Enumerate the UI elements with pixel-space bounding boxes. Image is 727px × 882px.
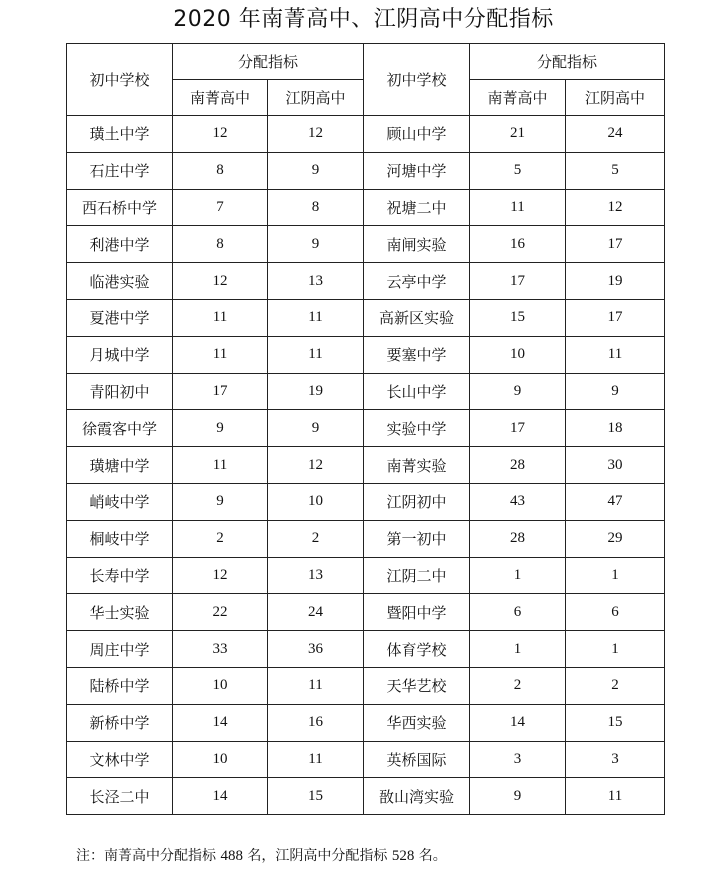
left-nanjing-value: 14 [173,778,268,815]
table-row [67,741,665,778]
left-school-cell: 周庄中学 [67,631,173,668]
left-nanjing-value: 9 [173,483,268,520]
left-jiangyin-value: 24 [268,594,364,631]
footnote-total-jiangyin: 528 [391,848,415,864]
right-school-cell: 体育学校 [364,631,470,668]
right-nanjing-value: 10 [470,336,566,373]
left-school-cell: 西石桥中学 [67,189,173,226]
left-school-cell: 华士实验 [67,594,173,631]
right-jiangyin-value: 47 [566,483,665,520]
left-jiangyin-value: 12 [268,447,364,484]
left-jiangyin-value: 9 [268,410,364,447]
footnote-total-nanjing: 488 [220,848,243,864]
left-nanjing-value: 10 [173,667,268,704]
left-school-cell: 月城中学 [67,336,173,373]
left-nanjing-value: 9 [173,410,268,447]
left-nanjing-value: 11 [173,299,268,336]
right-school-cell: 祝塘二中 [364,189,470,226]
left-school-cell: 陆桥中学 [67,667,173,704]
table-row [67,263,665,300]
left-nanjing-value: 17 [173,373,268,410]
right-school-cell: 南菁实验 [364,447,470,484]
left-school-cell: 利港中学 [67,226,173,263]
header-group-left: 分配指标 [173,44,364,80]
right-jiangyin-value: 9 [566,373,665,410]
left-school-cell: 长寿中学 [67,557,173,594]
left-nanjing-value: 7 [173,189,268,226]
right-jiangyin-value: 1 [566,631,665,668]
header-jiangyin-left: 江阴高中 [268,80,364,116]
table-body [67,116,665,815]
table-row [67,520,665,557]
table-row [67,373,665,410]
left-nanjing-value: 8 [173,152,268,189]
right-nanjing-value: 9 [470,373,566,410]
table-row [67,483,665,520]
right-nanjing-value: 1 [470,557,566,594]
left-jiangyin-value: 11 [268,336,364,373]
left-school-cell: 峭岐中学 [67,483,173,520]
right-jiangyin-value: 17 [566,299,665,336]
left-school-cell: 徐霞客中学 [67,410,173,447]
right-nanjing-value: 16 [470,226,566,263]
right-jiangyin-value: 11 [566,778,665,815]
left-jiangyin-value: 9 [268,152,364,189]
right-school-cell: 高新区实验 [364,299,470,336]
left-nanjing-value: 11 [173,447,268,484]
left-nanjing-value: 22 [173,594,268,631]
left-school-cell: 璜土中学 [67,116,173,153]
right-school-cell: 要塞中学 [364,336,470,373]
right-nanjing-value: 21 [470,116,566,153]
header-nanjing-left: 南菁高中 [173,80,268,116]
left-school-cell: 石庄中学 [67,152,173,189]
right-school-cell: 河塘中学 [364,152,470,189]
left-jiangyin-value: 11 [268,741,364,778]
right-school-cell: 天华艺校 [364,667,470,704]
right-nanjing-value: 28 [470,447,566,484]
right-nanjing-value: 17 [470,410,566,447]
left-nanjing-value: 12 [173,116,268,153]
table-row [67,594,665,631]
table-row [67,226,665,263]
header-group-right: 分配指标 [470,44,665,80]
left-jiangyin-value: 9 [268,226,364,263]
right-nanjing-value: 17 [470,263,566,300]
right-school-cell: 顾山中学 [364,116,470,153]
right-nanjing-value: 43 [470,483,566,520]
right-jiangyin-value: 5 [566,152,665,189]
right-nanjing-value: 3 [470,741,566,778]
left-nanjing-value: 33 [173,631,268,668]
left-jiangyin-value: 11 [268,667,364,704]
right-school-cell: 敔山湾实验 [364,778,470,815]
right-jiangyin-value: 3 [566,741,665,778]
table-row [67,778,665,815]
right-jiangyin-value: 30 [566,447,665,484]
left-school-cell: 夏港中学 [67,299,173,336]
right-school-cell: 华西实验 [364,704,470,741]
right-nanjing-value: 28 [470,520,566,557]
left-jiangyin-value: 13 [268,557,364,594]
left-school-cell: 长泾二中 [67,778,173,815]
right-school-cell: 南闸实验 [364,226,470,263]
footnote-middle: 名，江阴高中分配指标 [242,848,392,864]
right-nanjing-value: 5 [470,152,566,189]
right-jiangyin-value: 1 [566,557,665,594]
table-row [67,410,665,447]
table-row [67,152,665,189]
left-school-cell: 璜塘中学 [67,447,173,484]
footnote [76,845,447,865]
right-school-cell: 长山中学 [364,373,470,410]
left-nanjing-value: 2 [173,520,268,557]
right-jiangyin-value: 29 [566,520,665,557]
left-nanjing-value: 8 [173,226,268,263]
left-jiangyin-value: 16 [268,704,364,741]
right-jiangyin-value: 18 [566,410,665,447]
right-jiangyin-value: 15 [566,704,665,741]
allocation-table [66,43,665,815]
left-jiangyin-value: 15 [268,778,364,815]
right-nanjing-value: 2 [470,667,566,704]
table-row [67,704,665,741]
table-row [67,631,665,668]
right-nanjing-value: 9 [470,778,566,815]
left-jiangyin-value: 19 [268,373,364,410]
right-jiangyin-value: 17 [566,226,665,263]
right-jiangyin-value: 24 [566,116,665,153]
left-jiangyin-value: 2 [268,520,364,557]
page-title: 2020 年南菁高中、江阴高中分配指标 [173,7,554,32]
right-nanjing-value: 11 [470,189,566,226]
left-school-cell: 文林中学 [67,741,173,778]
table-row [67,557,665,594]
table-row [67,116,665,153]
table-row [67,447,665,484]
footnote-suffix: 名。 [414,848,447,864]
left-school-cell: 新桥中学 [67,704,173,741]
left-nanjing-value: 12 [173,557,268,594]
table-row [67,667,665,704]
left-jiangyin-value: 36 [268,631,364,668]
right-school-cell: 暨阳中学 [364,594,470,631]
right-nanjing-value: 6 [470,594,566,631]
footnote-prefix: 注：南菁高中分配指标 [76,848,221,864]
right-jiangyin-value: 11 [566,336,665,373]
right-school-cell: 江阴初中 [364,483,470,520]
right-jiangyin-value: 12 [566,189,665,226]
right-nanjing-value: 14 [470,704,566,741]
right-school-cell: 英桥国际 [364,741,470,778]
left-jiangyin-value: 13 [268,263,364,300]
header-school-left: 初中学校 [67,44,173,116]
right-school-cell: 江阴二中 [364,557,470,594]
right-nanjing-value: 1 [470,631,566,668]
header-jiangyin-right: 江阴高中 [566,80,665,116]
left-jiangyin-value: 8 [268,189,364,226]
header-school-right: 初中学校 [364,44,470,116]
left-nanjing-value: 14 [173,704,268,741]
left-jiangyin-value: 10 [268,483,364,520]
right-nanjing-value: 15 [470,299,566,336]
right-school-cell: 实验中学 [364,410,470,447]
left-school-cell: 临港实验 [67,263,173,300]
right-school-cell: 云亭中学 [364,263,470,300]
left-school-cell: 桐岐中学 [67,520,173,557]
table-row [67,299,665,336]
left-school-cell: 青阳初中 [67,373,173,410]
left-nanjing-value: 11 [173,336,268,373]
right-jiangyin-value: 6 [566,594,665,631]
header-nanjing-right: 南菁高中 [470,80,566,116]
right-jiangyin-value: 19 [566,263,665,300]
left-jiangyin-value: 12 [268,116,364,153]
left-nanjing-value: 12 [173,263,268,300]
left-nanjing-value: 10 [173,741,268,778]
right-school-cell: 第一初中 [364,520,470,557]
right-jiangyin-value: 2 [566,667,665,704]
left-jiangyin-value: 11 [268,299,364,336]
table-row [67,336,665,373]
table-row [67,189,665,226]
